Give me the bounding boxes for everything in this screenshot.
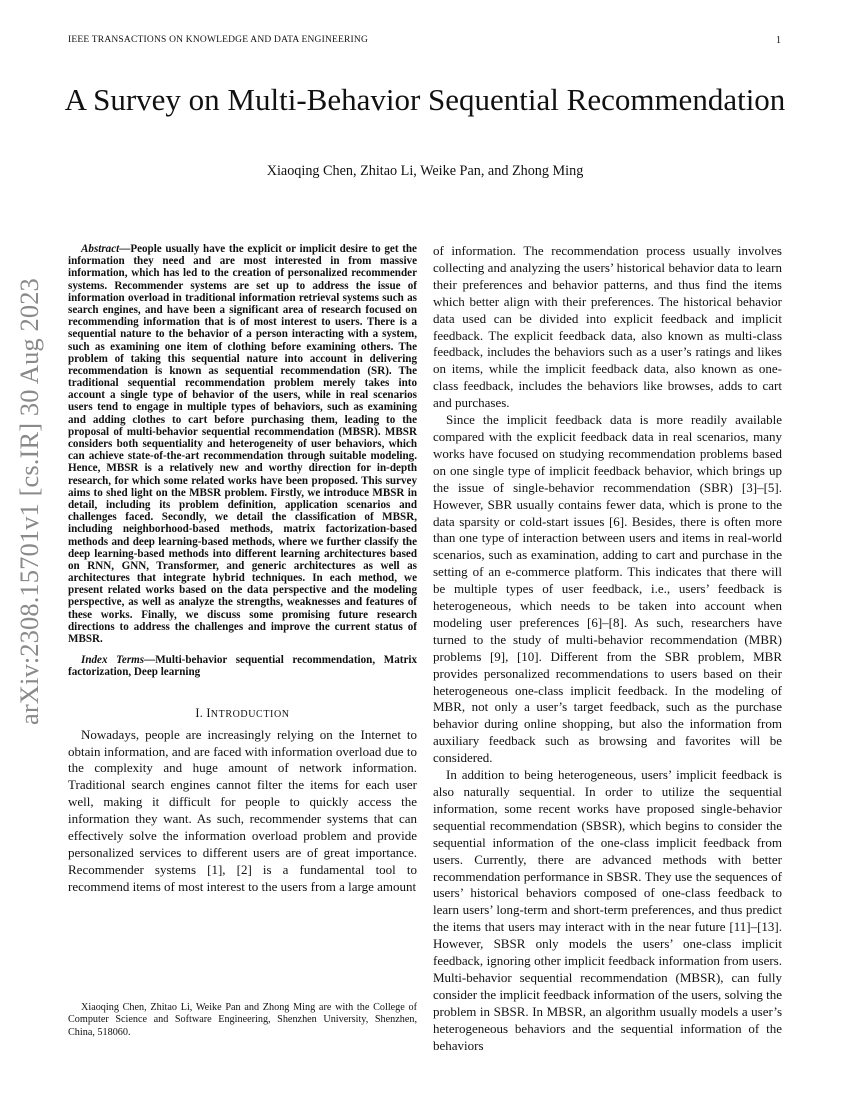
index-terms-text: —Multi-behavior sequential recommendation, Matrix factorization, Deep learning <box>68 654 418 679</box>
author-affiliation-footnote: Xiaoqing Chen, Zhitao Li, Weike Pan and Zhong Ming are with the College of Computer Science and Software Engineering, Shenzhen University, Shenzhen, China, 518060. <box>68 1002 417 1038</box>
intro-paragraph-1: Nowadays, people are increasingly relying on the Internet to obtain information, and are faced with information overload due to the complexity and huge amount of network information. Traditional search engines cannot filter the items for each user well, making it difficult for people to quickly access the information they want. As such, recommender systems that can effectively solve the information overload problem and provide personalized services to different users are of great importance. Recommender systems [1], [2] is a fundamental tool to recommend items of most interest to the users from a large amount <box>68 726 417 894</box>
right-paragraph-2: Since the implicit feedback data is more readily available compared with the explicit feedback data in real scenarios, many works have focused on studying recommendation problems based on one single type of implicit feedback behavior, which brings up the issue of single-behavior recommendation (SBR) [3]–[5]. However, SBR usually contains fewer data, which is prone to the data sparsity or cold-start issues [6]. Besides, there is often more than one type of interaction between users and items in real-world scenarios, such as examination, adding to cart and purchase in the setting of an e-commerce platform. This indicates that there will be multiple types of user feedback, i.e., users’ feedback is heterogeneous, which needs to be taken into account when modeling user preferences [6]–[8]. As such, researchers have turned to the study of multi-behavior recommendation (MBR) problems [9], [10]. Different from the SBR problem, MBR provides personalized recommendations to users based on their heterogeneous one-class implicit feedback. In the modeling of MBR, not only a user’s target feedback, such as the purchase behavior during online shopping, but also the information from auxiliary feedback such as browsing and favorites will be considered. <box>433 412 782 766</box>
left-column <box>68 243 417 896</box>
section-numeral: I. I <box>195 705 211 720</box>
abstract-text: —People usually have the explicit or implicit desire to get the information they need and are most interested in from massive information, which has led to the creation of personalized recommender systems. Recommender systems are set up to address the issue of information overload in traditional information retrieval systems such as search engines, and have been a significant area of research focused on recommending information that is of most interest to users. There is a sequential nature to the behavior of a person interacting with a system, such as examining one item of clothing before examining others. The problem of taking this sequential nature into account in delivering recommendation is known as sequential recommendation (SR). The traditional sequential recommendation problem merely takes into account a single type of behavior of the users, while in real scenarios users tend to engage in multiple types of behaviors, such as examining and adding clothes to cart before purchasing them, leading to the proposal of multi-behavior sequential recommendation (MBSR). MBSR considers both sequentiality and heterogeneity of user behaviors, which can achieve state-of-the-art recommendation through suitable modeling. Hence, MBSR is a relatively new and worthy direction for in-depth research, for which some related works have been proposed. This survey aims to shed light on the MBSR problem. Firstly, we introduce MBSR in detail, including its problem definition, application scenarios and challenges faced. Secondly, we detail the classification of MBSR, including neighborhood-based methods, matrix factorization-based methods and deep learning-based methods, where we further classify the deep learning-based methods into different learning architectures based on RNN, GNN, Transformer, and generic architectures as well as architectures that integrate hybrid techniques. In each method, we present related works based on the data perspective and the modeling perspective, as well as analyze the strengths, weaknesses and features of these works. Finally, we discuss some promising future research directions to address the challenges and improve the current status of MBSR. <box>68 243 417 645</box>
right-paragraph-1: of information. The recommendation process usually involves collecting and analyzing the users’ historical behavior data to learn their preferences and behavior patterns, and thus find the items which better align with their preferences. The historical behavior data used can be divided into explicit feedback and implicit feedback. The explicit feedback data, also known as multi-class feedback, includes the behaviors such as a user’s ratings and likes on items, while the implicit feedback data, also known as one-class feedback, includes the behaviors like browses, adds to cart and purchases. <box>433 243 782 411</box>
right-paragraph-3: In addition to being heterogeneous, users’ implicit feedback is also naturally sequential. In order to utilize the sequential information, some recent works have proposed single-behavior sequential recommendation (SBSR), which begins to consider the sequential information of the one-class implicit feedback from users. Currently, there are advanced methods with better recommendation performance in SBSR. They use the sequences of users’ historical behaviors composed of one-class feedback to learn users’ long-term and short-term preferences, and thus predict the items that users may interact with in the near future [11]–[13]. However, SBSR only models the users’ one-class implicit feedback, ignoring other implicit feedback information from users. Multi-behavior sequential recommendation (MBSR), can fully consider the implicit feedback information of the users, solving the problem in SBSR. In MBSR, an algorithm usually models a user’s heterogeneous behaviors and the sequential information of the behaviors <box>433 767 782 1053</box>
abstract-label: Abstract <box>81 243 120 255</box>
arxiv-identifier-stamp: arXiv:2308.15701v1 [cs.IR] 30 Aug 2023 <box>14 278 44 725</box>
index-terms-label: Index Terms <box>81 654 145 667</box>
abstract <box>68 243 417 645</box>
paper-authors: Xiaoqing Chen, Zhitao Li, Weike Pan, and Zhong Ming <box>266 163 584 179</box>
right-column <box>433 243 782 1055</box>
running-header: IEEE TRANSACTIONS ON KNOWLEDGE AND DATA ENGINEERING <box>68 35 369 45</box>
section-title: NTRODUCTION <box>210 708 290 720</box>
section-heading-introduction <box>68 705 417 723</box>
page-number: 1 <box>776 35 781 46</box>
paper-title: A Survey on Multi-Behavior Sequential Recommendation <box>64 82 786 117</box>
index-terms <box>68 654 417 678</box>
